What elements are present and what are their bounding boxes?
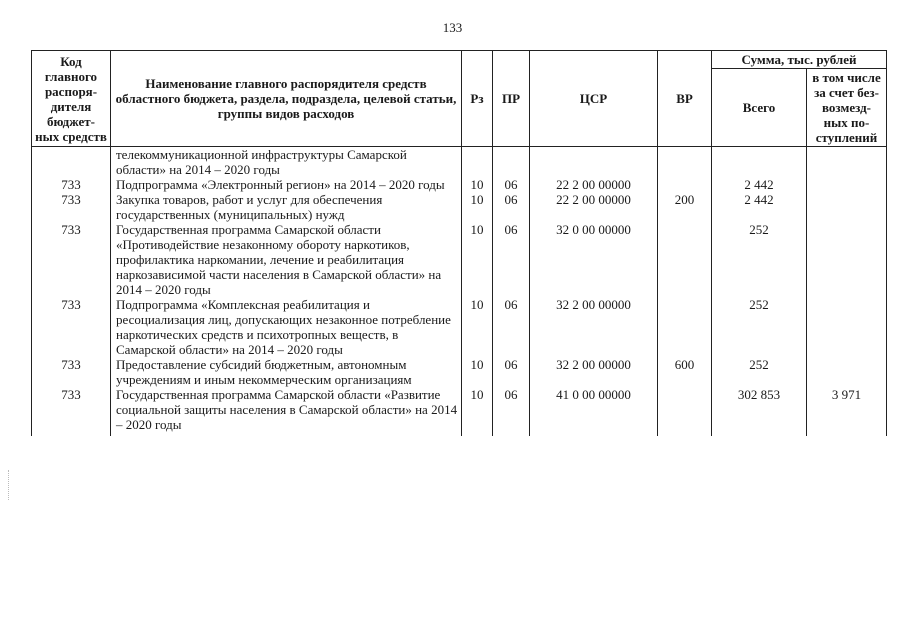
header-sum: Сумма, тыс. рублей <box>712 51 887 69</box>
cell-csr: 41 0 00 00000 <box>530 387 658 436</box>
header-pr: ПР <box>493 51 530 147</box>
cell-vr <box>658 222 712 297</box>
cell-total <box>712 147 807 178</box>
cell-vr <box>658 387 712 436</box>
table-row <box>32 147 887 178</box>
cell-rz: 10 <box>462 387 493 436</box>
cell-pr: 06 <box>493 177 530 192</box>
cell-vr: 600 <box>658 357 712 387</box>
table-row <box>32 357 887 387</box>
cell-csr: 32 0 00 00000 <box>530 222 658 297</box>
table-row <box>32 192 887 222</box>
cell-free <box>807 147 887 178</box>
table-header <box>32 51 887 147</box>
cell-code: 733 <box>32 222 111 297</box>
cell-total: 252 <box>712 357 807 387</box>
cell-total: 252 <box>712 297 807 357</box>
cell-rz: 10 <box>462 192 493 222</box>
header-free: в том числе за счет без-возмезд-ных по-ступлений <box>807 69 887 147</box>
cell-vr <box>658 147 712 178</box>
header-name: Наименование главного распорядителя средств областного бюджета, раздела, подраздела, целевой статьи, группы видов расходов <box>111 51 462 147</box>
cell-pr: 06 <box>493 297 530 357</box>
cell-rz: 10 <box>462 222 493 297</box>
cell-free <box>807 177 887 192</box>
header-vr: ВР <box>658 51 712 147</box>
cell-pr: 06 <box>493 192 530 222</box>
cell-pr: 06 <box>493 222 530 297</box>
cell-free: 3 971 <box>807 387 887 436</box>
cell-code: 733 <box>32 297 111 357</box>
scan-margin-mark <box>8 470 9 500</box>
table-row <box>32 297 887 357</box>
cell-csr: 22 2 00 00000 <box>530 192 658 222</box>
cell-name: Предоставление субсидий бюджетным, автономным учреждениям и иным некоммерческим организациям <box>111 357 462 387</box>
cell-name: Государственная программа Самарской области «Развитие социальной защиты населения в Самарской области» на 2014 – 2020 годы <box>111 387 462 436</box>
cell-name: Подпрограмма «Комплексная реабилитация и ресоциализация лиц, допускающих незаконное потребление наркотических средств и психотропных веществ, в Самарской области» на 2014 – 2020 годы <box>111 297 462 357</box>
cell-rz: 10 <box>462 177 493 192</box>
cell-vr <box>658 297 712 357</box>
cell-vr: 200 <box>658 192 712 222</box>
cell-name: Закупка товаров, работ и услуг для обеспечения государственных (муниципальных) нужд <box>111 192 462 222</box>
cell-pr <box>493 147 530 178</box>
cell-csr: 32 2 00 00000 <box>530 297 658 357</box>
page-number: 133 <box>442 20 463 35</box>
cell-total: 252 <box>712 222 807 297</box>
cell-code: 733 <box>32 177 111 192</box>
table-row <box>32 222 887 297</box>
cell-csr: 22 2 00 00000 <box>530 177 658 192</box>
header-rz: Рз <box>462 51 493 147</box>
cell-free <box>807 222 887 297</box>
header-total: Всего <box>712 69 807 147</box>
cell-code <box>32 147 111 178</box>
budget-table <box>31 50 887 436</box>
cell-rz: 10 <box>462 297 493 357</box>
table-row <box>32 387 887 436</box>
header-csr: ЦСР <box>530 51 658 147</box>
cell-free <box>807 297 887 357</box>
cell-code: 733 <box>32 387 111 436</box>
cell-name: телекоммуникационной инфраструктуры Самарской области» на 2014 – 2020 годы <box>111 147 462 178</box>
header-code: Код главного распоря-дителя бюджет-ных средств <box>32 51 111 147</box>
cell-total: 2 442 <box>712 192 807 222</box>
cell-vr <box>658 177 712 192</box>
cell-rz <box>462 147 493 178</box>
cell-code: 733 <box>32 357 111 387</box>
cell-csr <box>530 147 658 178</box>
cell-pr: 06 <box>493 387 530 436</box>
table-row <box>32 177 887 192</box>
cell-rz: 10 <box>462 357 493 387</box>
cell-code: 733 <box>32 192 111 222</box>
cell-name: Государственная программа Самарской области «Противодействие незаконному обороту наркотиков, профилактика наркомании, лечение и реабилитация наркозависимой части населения в Самарской области» на 2014 – 2020 годы <box>111 222 462 297</box>
cell-name: Подпрограмма «Электронный регион» на 2014 – 2020 годы <box>111 177 462 192</box>
cell-free <box>807 357 887 387</box>
cell-free <box>807 192 887 222</box>
cell-pr: 06 <box>493 357 530 387</box>
table-body <box>32 147 887 437</box>
cell-total: 302 853 <box>712 387 807 436</box>
cell-total: 2 442 <box>712 177 807 192</box>
cell-csr: 32 2 00 00000 <box>530 357 658 387</box>
